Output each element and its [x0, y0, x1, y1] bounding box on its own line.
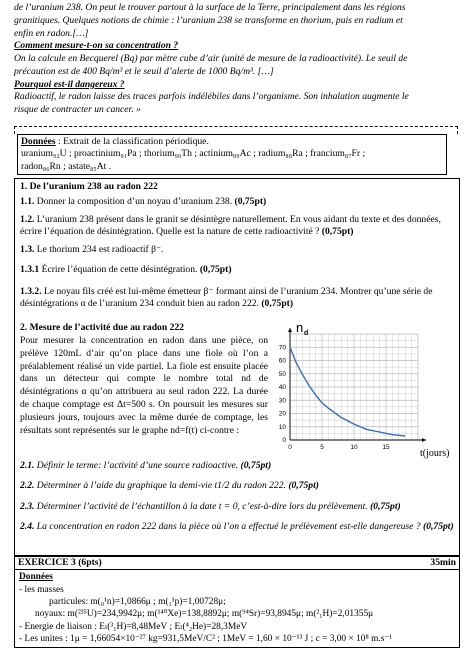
y-tick-label: 10 [278, 423, 286, 431]
intro-line-2: granitiques. Quelques notions de chimie : l’uranium 238 se transforme en thorium, puis en radium et [14, 14, 403, 26]
exercise-3-donnees-title: Données [19, 572, 53, 583]
donnees-text: : Extrait de la classification périodique. [55, 136, 209, 147]
y-axis-label: n [296, 320, 304, 335]
x-axis-label: t(jours) [420, 448, 450, 459]
question-1-3-1: 1.3.1 Écrire l’équation de cette désintégration. (0,75pt) [20, 264, 232, 276]
measure-line-2: précaution est de 400 Bq/m³ et le seuil d’alerte de 1000 Bq/m³. […] [14, 65, 274, 77]
part-2-title: 2. Mesure de l’activité due au radon 222 [20, 322, 184, 333]
question-1-3-2: 1.3.2. Le noyau fils créé est lui-même émetteur β⁻ formant ainsi de l’uranium 234. Montrer qu’une série de désintégrations α de l’uranium 234 conduit bien au radon 222. (0,75pt) [20, 285, 433, 309]
exercise-3-time: 35min [430, 557, 456, 568]
intro-line-3: enfin en radon.[…] [14, 27, 89, 39]
part-2 [20, 322, 268, 438]
elements-line-2: radon₈₆Rn ; astate₈₅At . [21, 160, 112, 172]
y-tick-label: 70 [278, 344, 286, 352]
decay-chart [268, 320, 458, 460]
x-tick-label: 5 [320, 444, 324, 451]
x-tick-label: 0 [288, 444, 292, 451]
x-tick-label: 15 [382, 444, 390, 451]
y-axis-arrow [288, 328, 292, 332]
binding-energy: - Energie de liaison : Eₗ(³₁H)=8,48MeV ; Eₗ(⁴₂He)=28,3MeV [19, 621, 248, 632]
danger-line-2: risque de contracter un cancer. » [14, 104, 141, 116]
part-2-questions [20, 460, 454, 533]
donnees-title-line [21, 136, 443, 148]
x-axis-arrow [422, 438, 426, 442]
exercise-3-data [15, 569, 459, 646]
particle-masses: particules: m(₀¹n)=1,0866μ ; m(₁¹p)=1,00728μ; [49, 597, 226, 608]
question-2-3: 2.3. Déterminer l’activité de l’échantillon à la date t = 0, c’est-à-dire lors du prélèvement. (0,75pt) [20, 500, 401, 512]
question-1-1: 1.1. Donner la composition d’un noyau d’uranium 238. (0,75pt) [20, 196, 267, 208]
masses-label: - les masses [19, 584, 64, 595]
dashed-divider [14, 126, 458, 134]
question-2-1: 2.1. Définir le terme: l’activité d’une source radioactive. (0,75pt) [20, 460, 272, 471]
y-tick-label: 20 [278, 410, 286, 418]
part-1-title: 1. De l’uranium 238 au radon 222 [20, 181, 158, 192]
danger-heading: Pourquoi est-il dangereux ? [14, 78, 125, 90]
part-2-text: Pour mesurer la concentration en radon dans une pièce, on prélève 120mL d’air qu’on place dans une fiole où l’on a préalablement réalisé un vide partiel. La fiole est ensuite placée dans un détecteur qui compte le nombre total nd de désintégrations α qu’on attribuera au seul radon 222. La durée de chaque comptage est Δt=500 s. On poursuit les mesures sur plusieurs jours, toujours avec la même durée de comptage, les résultats sont représentés sur le graphe nd=f(t) ci-contre : [20, 334, 268, 436]
y-tick-label: 50 [278, 370, 286, 378]
measure-heading: Comment mesure-t-on sa concentration ? [14, 40, 179, 52]
exercise-3-title: EXERCICE 3 (6pts) [18, 557, 102, 568]
y-axis-label-subscript: d [304, 330, 309, 337]
y-tick-label: 40 [278, 384, 286, 392]
question-1-2: 1.2. L’uranium 238 présent dans le granit se désintègre naturellement. En vous aidant du texte et des données, écrire l’équation de désintégration. Quelle est la nature de cette radioactivité ? (0,75pt) [20, 213, 441, 237]
question-1-3: 1.3. Le thorium 234 est radioactif β⁻. [20, 244, 164, 256]
question-2-2: 2.2. Déterminer à l’aide du graphique la demi-vie t1/2 du radon 222. (0,75pt) [20, 480, 319, 492]
danger-line-1: Radioactif, le radon laisse des traces parfois indélébiles dans l’organisme. Son inhalation augmente le [14, 91, 409, 103]
x-tick-label: 10 [350, 444, 358, 451]
measure-line-1: On la calcule en Becquerel (Bq) par mètre cube d’air (unité de mesure de la radioactivité). Le seuil de [14, 53, 408, 65]
exercise-3-header [15, 557, 459, 569]
donnees-box [17, 134, 447, 175]
y-tick-label: 0 [282, 437, 286, 445]
article-excerpt [14, 2, 460, 117]
elements-line-1: uranium₉₂U ; proactinium₉₁Pa ; thorium₉₀Th ; actinium₈₉Ac ; radium₈₈Ra ; francium₈₇Fr ; [21, 148, 366, 160]
exercise-3 [14, 556, 460, 648]
y-tick-label: 30 [278, 397, 286, 405]
donnees-title: Données [21, 136, 56, 147]
units-line: - Les unites : 1μ = 1,66054×10⁻²⁷ kg=931,5MeV/C² ; 1MeV = 1,60 × 10⁻¹³ J ; c = 3,00 × 10⁸ m.s⁻¹ [19, 634, 393, 645]
nucleus-masses: noyaux: m(²³⁵U)=234,9942μ; m(¹⁴⁰Xe)=138,8892μ; m(⁹⁴Sr)=93,8945μ; m(²₁H)=2,01355μ [35, 609, 374, 620]
question-2-4: 2.4. La concentration en radon 222 dans la pièce où l’on a effectué le prélèvement est-elle dangereuse ? (0,75pt) [20, 520, 454, 532]
y-tick-label: 60 [278, 357, 286, 365]
part-1 [20, 181, 454, 310]
intro-line-1: de l’uranium 238. On peut le trouver partout à la surface de la Terre, principalement dans les régions [14, 2, 406, 13]
